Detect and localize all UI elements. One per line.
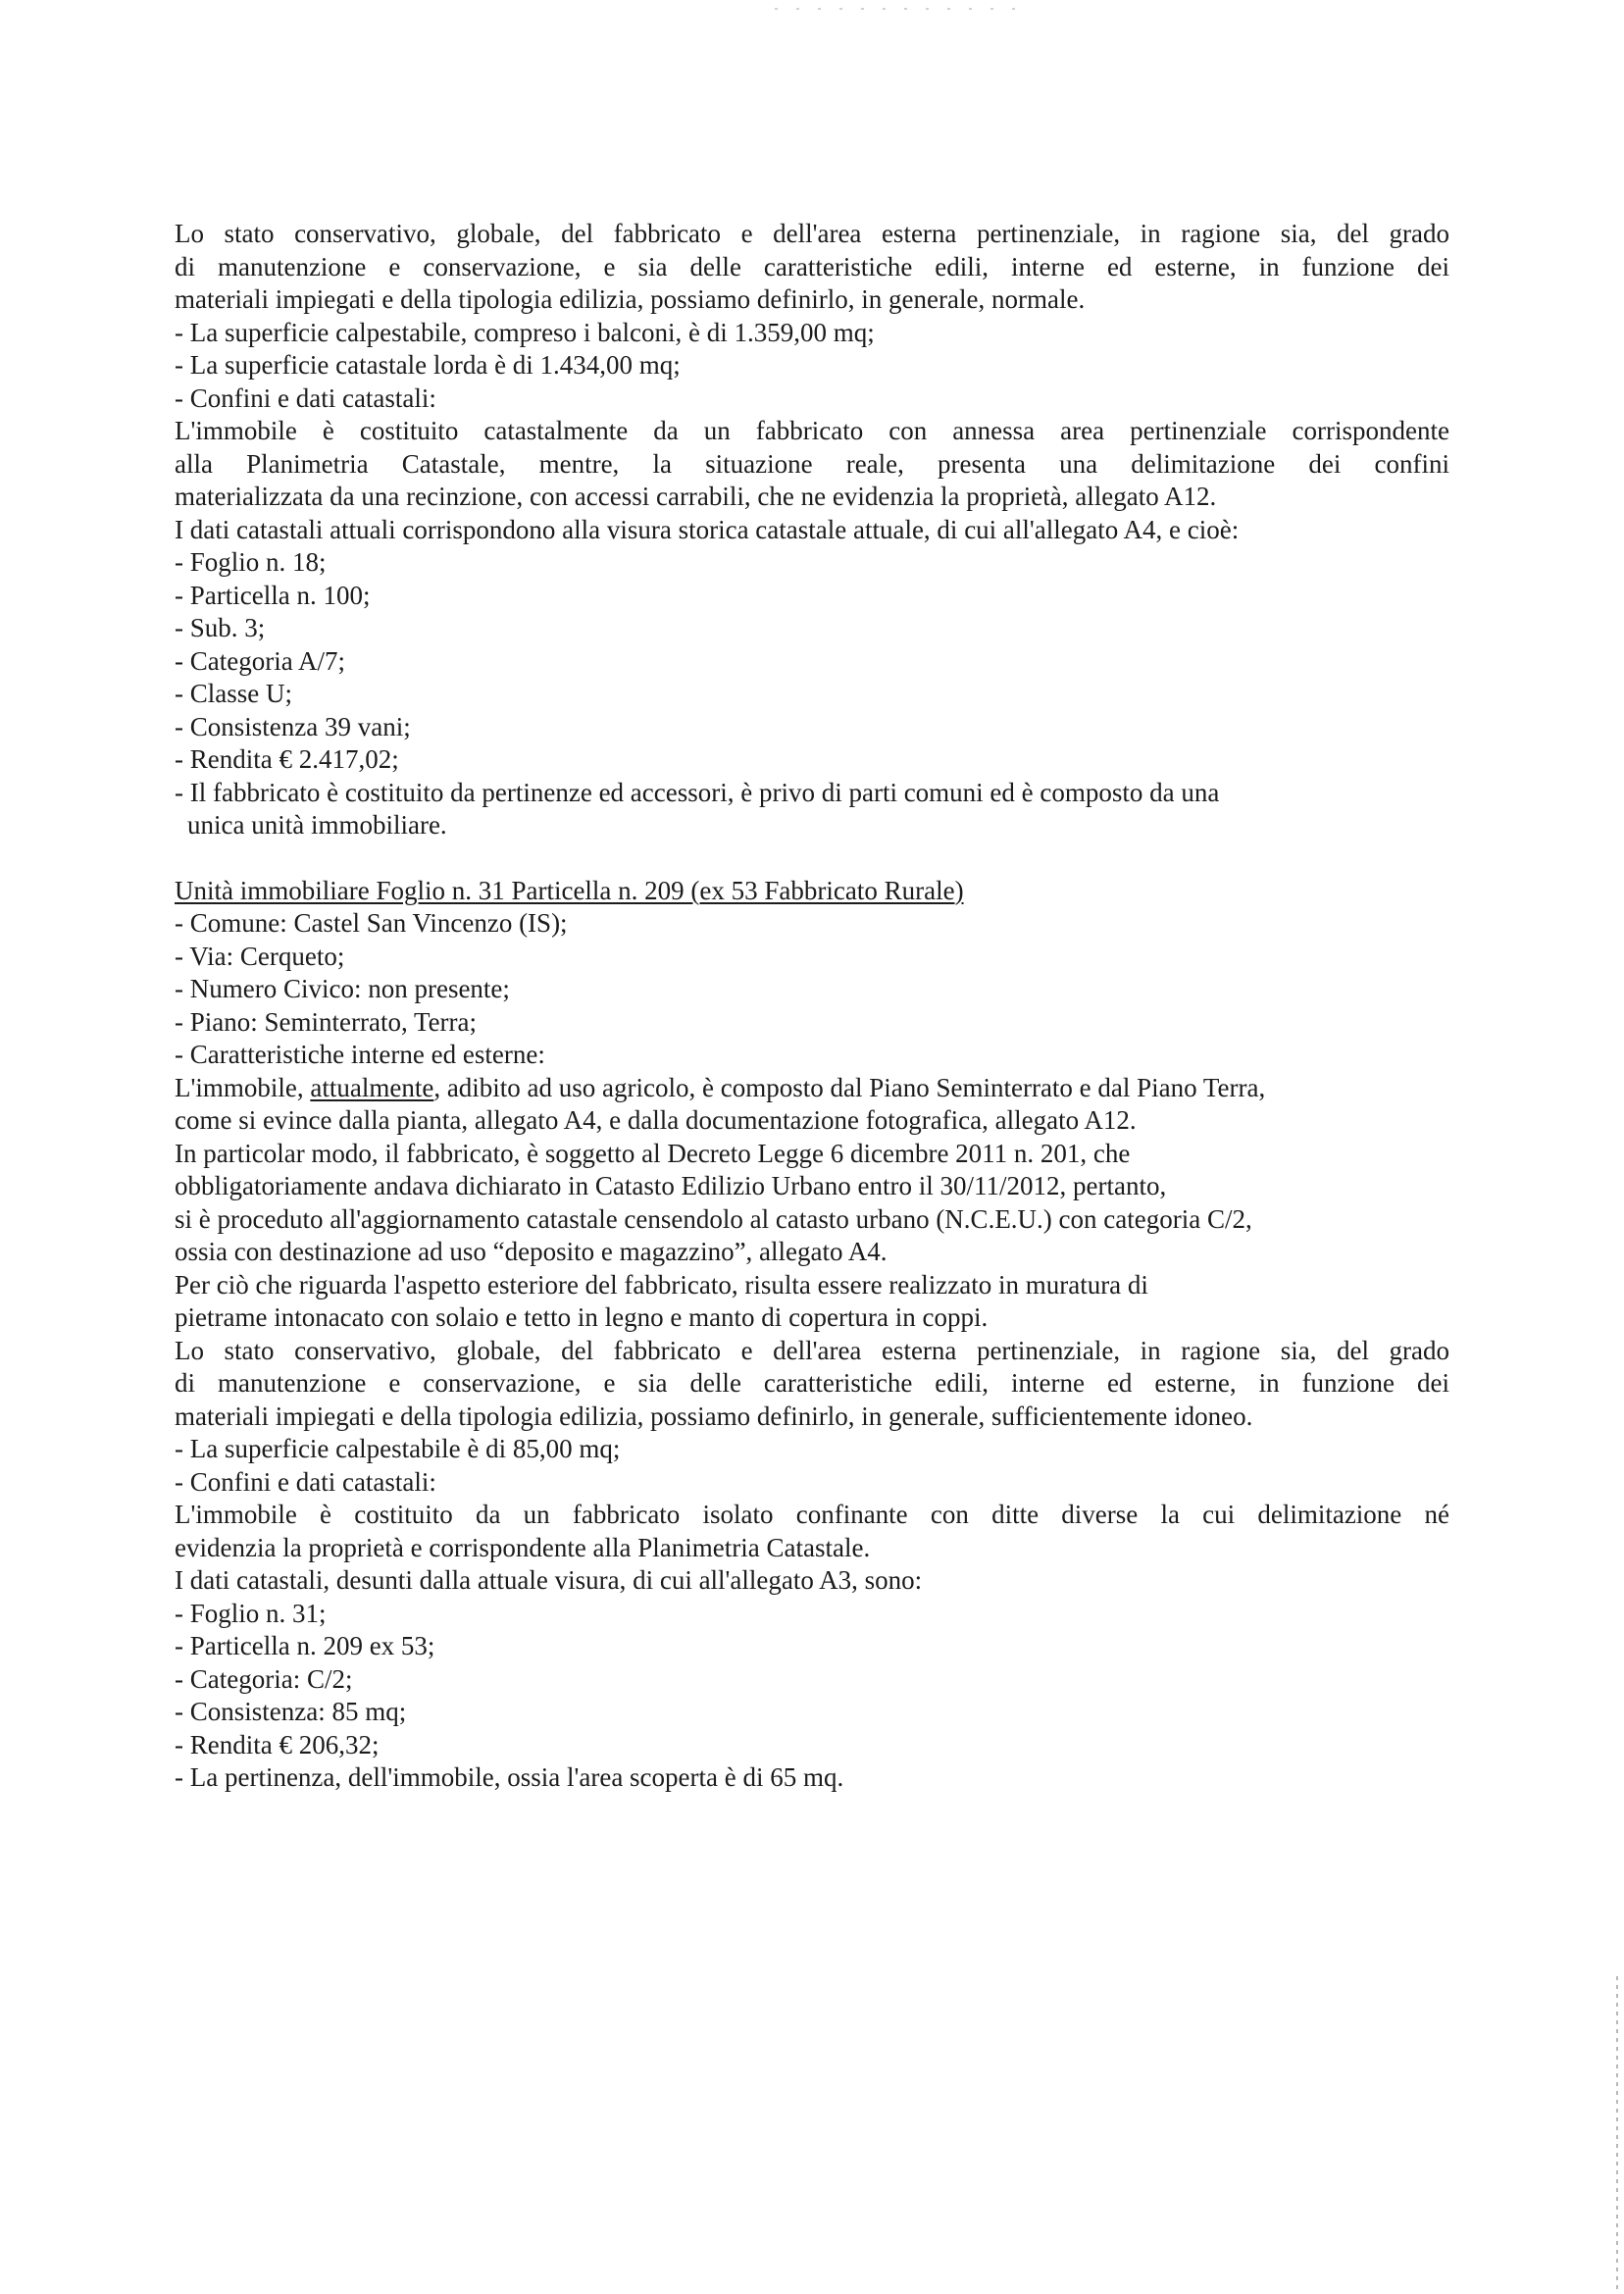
text-fragment: L'immobile,	[175, 1072, 311, 1102]
paragraph-line: pietrame intonacato con solaio e tetto in legno e manto di copertura in coppi.	[175, 1302, 989, 1332]
paragraph-line: L'immobile è costituito catastalmente da un fabbricato con annessa area pertinenziale corrispondente	[175, 416, 1449, 445]
list-item: - Il fabbricato è costituito da pertinenze ed accessori, è privo di parti comuni ed è composto da una	[175, 777, 1220, 807]
paragraph-line: I dati catastali, desunti dalla attuale visura, di cui all'allegato A3, sono:	[175, 1565, 923, 1595]
paragraph-line: di manutenzione e conservazione, e sia delle caratteristiche edili, interne ed esterne, in funzione dei	[175, 1368, 1449, 1398]
scan-artifact-top	[775, 8, 1030, 10]
list-item: - Foglio n. 31;	[175, 1598, 327, 1628]
paragraph-line: di manutenzione e conservazione, e sia delle caratteristiche edili, interne ed esterne, in funzione dei	[175, 251, 1449, 281]
section-heading	[175, 875, 1449, 908]
paragraph-line: evidenzia la proprietà e corrispondente alla Planimetria Catastale.	[175, 1532, 871, 1562]
list-item: - Particella n. 209 ex 53;	[175, 1631, 435, 1660]
paragraph-line: obbligatoriamente andava dichiarato in Catasto Edilizio Urbano entro il 30/11/2012, pertanto,	[175, 1171, 1167, 1200]
list-item: - Classe U;	[175, 679, 292, 708]
list-item: - Comune: Castel San Vincenzo (IS);	[175, 908, 568, 938]
paragraph-line: materiali impiegati e della tipologia edilizia, possiamo definirlo, in generale, sufficientemente idoneo.	[175, 1401, 1253, 1431]
paragraph-line: Lo stato conservativo, globale, del fabbricato e dell'area esterna pertinenziale, in ragione sia, del grado	[175, 1335, 1449, 1365]
paragraph-line: Per ciò che riguarda l'aspetto esteriore del fabbricato, risulta essere realizzato in muratura di	[175, 1269, 1148, 1300]
list-item: - Particella n. 100;	[175, 580, 371, 610]
underlined-word: attualmente	[310, 1072, 434, 1102]
paragraph-line: come si evince dalla pianta, allegato A4, e dalla documentazione fotografica, allegato A12.	[175, 1105, 1137, 1135]
paragraph-line: I dati catastali attuali corrispondono alla visura storica catastale attuale, di cui all'allegato A4, e cioè:	[175, 514, 1240, 544]
paragraph-line: L'immobile è costituito da un fabbricato isolato confinante con ditte diverse la cui delimitazione né	[175, 1500, 1449, 1529]
list-item: - Confini e dati catastali:	[175, 382, 436, 413]
paragraph-line: materializzata da una recinzione, con accessi carrabili, che ne evidenzia la proprietà, allegato A12.	[175, 482, 1217, 511]
list-item: - Sub. 3;	[175, 613, 266, 642]
paragraph-line	[175, 1072, 1449, 1105]
list-item: - Consistenza: 85 mq;	[175, 1697, 407, 1726]
list-item: - Categoria A/7;	[175, 645, 345, 676]
list-item: - La superficie catastale lorda è di 1.434,00 mq;	[175, 350, 681, 380]
list-item: - Piano: Seminterrato, Terra;	[175, 1006, 478, 1037]
list-item: - Via: Cerqueto;	[175, 941, 345, 971]
paragraph-line: Lo stato conservativo, globale, del fabbricato e dell'area esterna pertinenziale, in ragione sia, del grado	[175, 219, 1449, 248]
paragraph-line: In particolar modo, il fabbricato, è soggetto al Decreto Legge 6 dicembre 2011 n. 201, che	[175, 1138, 1131, 1168]
list-item: - Rendita € 2.417,02;	[175, 744, 399, 774]
list-item: - Confini e dati catastali:	[175, 1466, 436, 1497]
paragraph-line: materiali impiegati e della tipologia edilizia, possiamo definirlo, in generale, normale.	[175, 284, 1086, 314]
list-item: - Caratteristiche interne ed esterne:	[175, 1040, 545, 1069]
paragraph-line: alla Planimetria Catastale, mentre, la situazione reale, presenta una delimitazione dei confini	[175, 448, 1449, 479]
list-item: - Categoria: C/2;	[175, 1663, 353, 1694]
list-item: - La pertinenza, dell'immobile, ossia l'area scoperta è di 65 mq.	[175, 1762, 844, 1792]
list-item: - Numero Civico: non presente;	[175, 974, 510, 1003]
section-heading-text: Unità immobiliare Foglio n. 31 Particella n. 209 (ex 53 Fabbricato Rurale)	[175, 875, 964, 905]
list-item: - Rendita € 206,32;	[175, 1729, 380, 1759]
paragraph-line: ossia con destinazione ad uso “deposito e magazzino”, allegato A4.	[175, 1237, 888, 1266]
list-item-continuation: unica unità immobiliare.	[187, 810, 447, 840]
list-item: - Consistenza 39 vani;	[175, 711, 411, 741]
document-body	[175, 218, 1449, 1795]
list-item: - La superficie calpestabile è di 85,00 mq;	[175, 1434, 621, 1463]
paragraph-line: si è proceduto all'aggiornamento catastale censendolo al catasto urbano (N.C.E.U.) con categoria C/2,	[175, 1203, 1252, 1234]
section-gap	[175, 842, 1449, 875]
scan-artifact-right	[1616, 1976, 1618, 2290]
text-fragment: , adibito ad uso agricolo, è composto dal Piano Seminterrato e dal Piano Terra,	[433, 1072, 1266, 1102]
list-item: - La superficie calpestabile, compreso i balconi, è di 1.359,00 mq;	[175, 317, 875, 347]
list-item: - Foglio n. 18;	[175, 547, 327, 577]
